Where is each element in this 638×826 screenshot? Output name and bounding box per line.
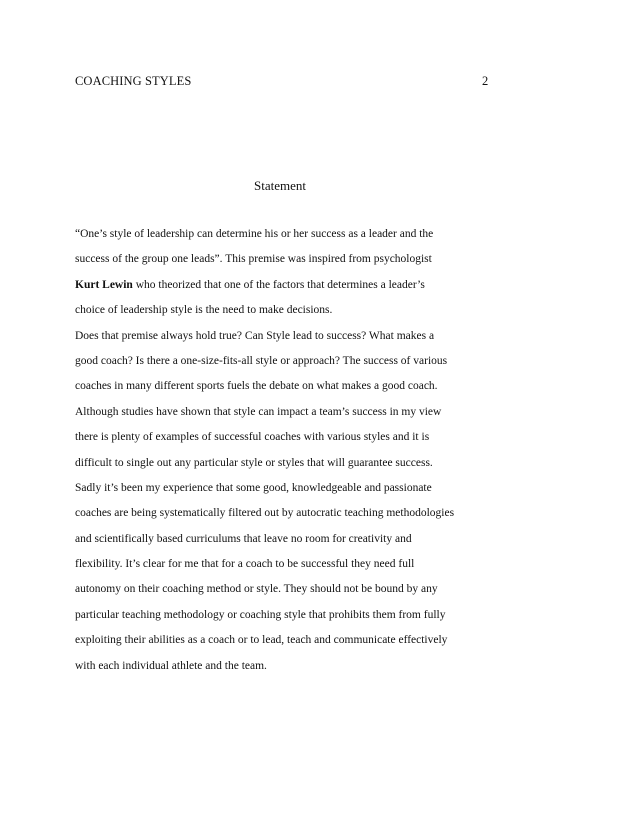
text-line: good coach? Is there a one-size-fits-all style or approach? The success of various xyxy=(75,354,448,367)
text-line: particular teaching methodology or coaching style that prohibits them from fully xyxy=(75,608,446,621)
text-line: exploiting their abilities as a coach or to lead, teach and communicate effectively xyxy=(75,634,448,647)
body-paragraph xyxy=(75,222,515,679)
text-line: Sadly it’s been my experience that some good, knowledgeable and passionate xyxy=(75,481,432,494)
section-title: Statement xyxy=(254,178,306,193)
text-line xyxy=(75,273,515,298)
text-line: there is plenty of examples of successful coaches with various styles and it is xyxy=(75,431,430,444)
text-line: choice of leadership style is the need to make decisions. xyxy=(75,304,333,317)
text-line: with each individual athlete and the team. xyxy=(75,659,267,672)
text-line: flexibility. It’s clear for me that for a coach to be successful they need full xyxy=(75,558,415,571)
author-name: Kurt Lewin xyxy=(75,278,133,291)
text-fragment: who theorized that one of the factors that determines a leader’s xyxy=(132,278,425,291)
text-line: success of the group one leads”. This premise was inspired from psychologist xyxy=(75,253,432,266)
text-line: coaches are being systematically filtered out by autocratic teaching methodologies xyxy=(75,507,455,520)
text-line: Does that premise always hold true? Can Style lead to success? What makes a xyxy=(75,329,435,342)
text-line: coaches in many different sports fuels the debate on what makes a good coach. xyxy=(75,380,438,393)
text-line: Although studies have shown that style can impact a team’s success in my view xyxy=(75,405,442,418)
text-line: and scientifically based curriculums that leave no room for creativity and xyxy=(75,532,412,545)
text-line: “One’s style of leadership can determine his or her success as a leader and the xyxy=(75,228,434,240)
text-line: autonomy on their coaching method or style. They should not be bound by any xyxy=(75,583,438,596)
text-line: difficult to single out any particular style or styles that will guarantee success. xyxy=(75,456,433,469)
running-head: COACHING STYLES xyxy=(75,74,192,88)
page-number: 2 xyxy=(482,74,489,88)
